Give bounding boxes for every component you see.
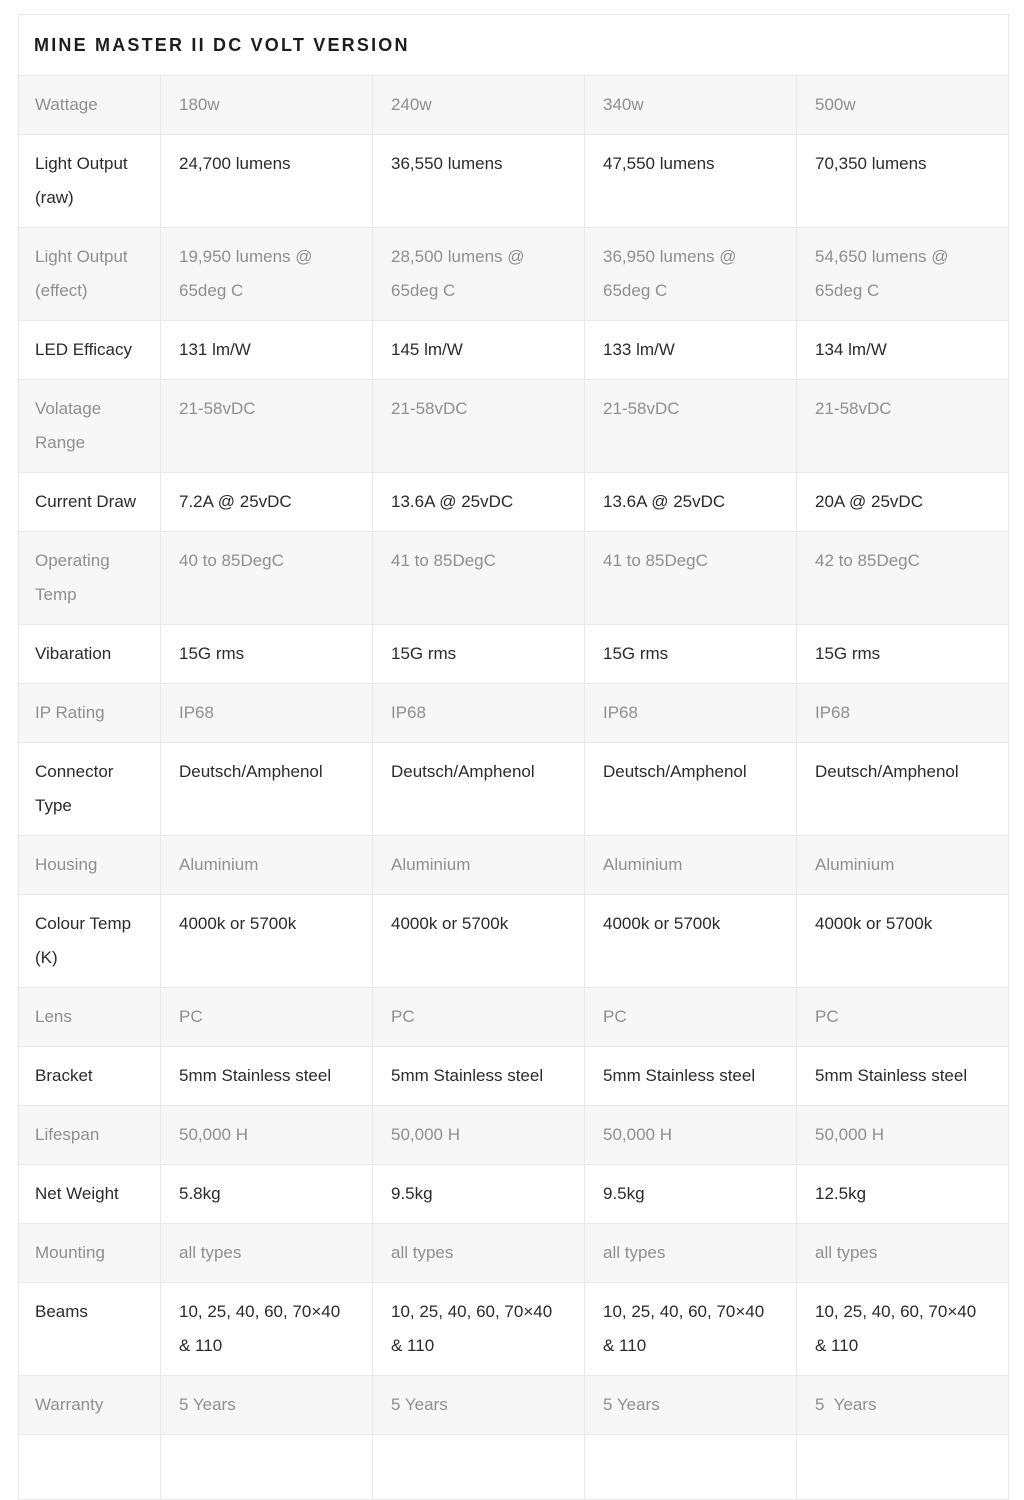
spec-label: Light Output (raw)	[19, 135, 161, 228]
table-row	[19, 625, 1009, 684]
spec-label: Colour Temp (K)	[19, 895, 161, 988]
table-row	[19, 1047, 1009, 1106]
spec-value: PC	[373, 988, 585, 1047]
spec-value: PC	[797, 988, 1009, 1047]
spec-value: 50,000 H	[585, 1106, 797, 1165]
spec-value: IP68	[161, 684, 373, 743]
spec-value: all types	[797, 1224, 1009, 1283]
table-row	[19, 321, 1009, 380]
spec-value: 41 to 85DegC	[373, 532, 585, 625]
table-row	[19, 228, 1009, 321]
table-row	[19, 473, 1009, 532]
spec-value: 145 lm/W	[373, 321, 585, 380]
spec-value: Deutsch/Amphenol	[797, 743, 1009, 836]
spec-value: all types	[585, 1224, 797, 1283]
spec-label: Mounting	[19, 1224, 161, 1283]
spec-label: LED Efficacy	[19, 321, 161, 380]
spec-value: IP68	[373, 684, 585, 743]
table-row	[19, 684, 1009, 743]
spec-value: 10, 25, 40, 60, 70×40 & 110	[161, 1283, 373, 1376]
spec-value: 134 lm/W	[797, 321, 1009, 380]
spec-value: 15G rms	[585, 625, 797, 684]
spec-value: Aluminium	[161, 836, 373, 895]
spec-value: 50,000 H	[161, 1106, 373, 1165]
spec-value: 21-58vDC	[585, 380, 797, 473]
spec-value: 21-58vDC	[797, 380, 1009, 473]
spec-label: Bracket	[19, 1047, 161, 1106]
spec-value: 15G rms	[373, 625, 585, 684]
spec-label: Connector Type	[19, 743, 161, 836]
spec-label: Volatage Range	[19, 380, 161, 473]
spec-value	[373, 1435, 585, 1500]
spec-label	[19, 1435, 161, 1500]
spec-value: 15G rms	[161, 625, 373, 684]
spec-value: 4000k or 5700k	[373, 895, 585, 988]
spec-value: 10, 25, 40, 60, 70×40 & 110	[585, 1283, 797, 1376]
spec-value: 5 Years	[161, 1376, 373, 1435]
spec-value: 36,950 lumens @ 65deg C	[585, 228, 797, 321]
spec-value: 5mm Stainless steel	[797, 1047, 1009, 1106]
spec-value: 28,500 lumens @ 65deg C	[373, 228, 585, 321]
spec-value: Deutsch/Amphenol	[373, 743, 585, 836]
spec-value: 340w	[585, 76, 797, 135]
spec-value: 5 Years	[797, 1376, 1009, 1435]
spec-value: IP68	[585, 684, 797, 743]
spec-label: Housing	[19, 836, 161, 895]
spec-label: Warranty	[19, 1376, 161, 1435]
spec-label: Net Weight	[19, 1165, 161, 1224]
spec-value: Deutsch/Amphenol	[585, 743, 797, 836]
spec-label: Vibaration	[19, 625, 161, 684]
title-row	[19, 15, 1009, 76]
table-row	[19, 1224, 1009, 1283]
table-row	[19, 1106, 1009, 1165]
spec-value: Aluminium	[373, 836, 585, 895]
spec-value: 500w	[797, 76, 1009, 135]
spec-label: Lifespan	[19, 1106, 161, 1165]
spec-value: 4000k or 5700k	[797, 895, 1009, 988]
spec-value: 50,000 H	[373, 1106, 585, 1165]
spec-value: Aluminium	[797, 836, 1009, 895]
table-row	[19, 380, 1009, 473]
spec-value: 19,950 lumens @ 65deg C	[161, 228, 373, 321]
table-row	[19, 1283, 1009, 1376]
spec-value: all types	[373, 1224, 585, 1283]
spec-value: 5mm Stainless steel	[161, 1047, 373, 1106]
spec-value: 12.5kg	[797, 1165, 1009, 1224]
spec-value: Deutsch/Amphenol	[161, 743, 373, 836]
spec-value: 4000k or 5700k	[161, 895, 373, 988]
spec-value: 15G rms	[797, 625, 1009, 684]
spec-label: Wattage	[19, 76, 161, 135]
spec-value: 131 lm/W	[161, 321, 373, 380]
spec-value: 21-58vDC	[373, 380, 585, 473]
table-row	[19, 76, 1009, 135]
table-row	[19, 135, 1009, 228]
table-row	[19, 988, 1009, 1047]
spec-label: Light Output (effect)	[19, 228, 161, 321]
spec-value: PC	[585, 988, 797, 1047]
spec-value: 13.6A @ 25vDC	[585, 473, 797, 532]
spec-value: 24,700 lumens	[161, 135, 373, 228]
spec-value: 4000k or 5700k	[585, 895, 797, 988]
spec-value: 9.5kg	[585, 1165, 797, 1224]
spec-value: 5.8kg	[161, 1165, 373, 1224]
spec-value: 42 to 85DegC	[797, 532, 1009, 625]
spec-value: 47,550 lumens	[585, 135, 797, 228]
spec-label: Operating Temp	[19, 532, 161, 625]
spec-value: Aluminium	[585, 836, 797, 895]
spec-value: 21-58vDC	[161, 380, 373, 473]
spec-value: 70,350 lumens	[797, 135, 1009, 228]
spec-value: 240w	[373, 76, 585, 135]
spec-value: 41 to 85DegC	[585, 532, 797, 625]
spec-value: 50,000 H	[797, 1106, 1009, 1165]
spec-value: 5mm Stainless steel	[373, 1047, 585, 1106]
spec-table-body	[19, 76, 1009, 1500]
table-row	[19, 1165, 1009, 1224]
spec-value: 10, 25, 40, 60, 70×40 & 110	[373, 1283, 585, 1376]
table-row	[19, 836, 1009, 895]
spec-value: 180w	[161, 76, 373, 135]
table-row	[19, 895, 1009, 988]
spec-label: IP Rating	[19, 684, 161, 743]
spec-value	[585, 1435, 797, 1500]
spec-value: 7.2A @ 25vDC	[161, 473, 373, 532]
table-row	[19, 1376, 1009, 1435]
spec-value: 40 to 85DegC	[161, 532, 373, 625]
spec-value: all types	[161, 1224, 373, 1283]
spec-value: 54,650 lumens @ 65deg C	[797, 228, 1009, 321]
spec-value: 9.5kg	[373, 1165, 585, 1224]
spec-table	[18, 14, 1009, 1500]
spec-value: 36,550 lumens	[373, 135, 585, 228]
spec-value: 20A @ 25vDC	[797, 473, 1009, 532]
spec-label: Lens	[19, 988, 161, 1047]
spec-value	[161, 1435, 373, 1500]
spec-label: Current Draw	[19, 473, 161, 532]
spec-value: 5 Years	[585, 1376, 797, 1435]
spec-value: 10, 25, 40, 60, 70×40 & 110	[797, 1283, 1009, 1376]
trailing-partial-row	[19, 1435, 1009, 1500]
spec-value: PC	[161, 988, 373, 1047]
spec-value: 13.6A @ 25vDC	[373, 473, 585, 532]
spec-value: 5mm Stainless steel	[585, 1047, 797, 1106]
table-row	[19, 532, 1009, 625]
spec-value: 5 Years	[373, 1376, 585, 1435]
spec-value: 133 lm/W	[585, 321, 797, 380]
spec-label: Beams	[19, 1283, 161, 1376]
table-row	[19, 743, 1009, 836]
spec-value	[797, 1435, 1009, 1500]
spec-value: IP68	[797, 684, 1009, 743]
page-title: MINE MASTER II DC VOLT VERSION	[19, 15, 1009, 76]
